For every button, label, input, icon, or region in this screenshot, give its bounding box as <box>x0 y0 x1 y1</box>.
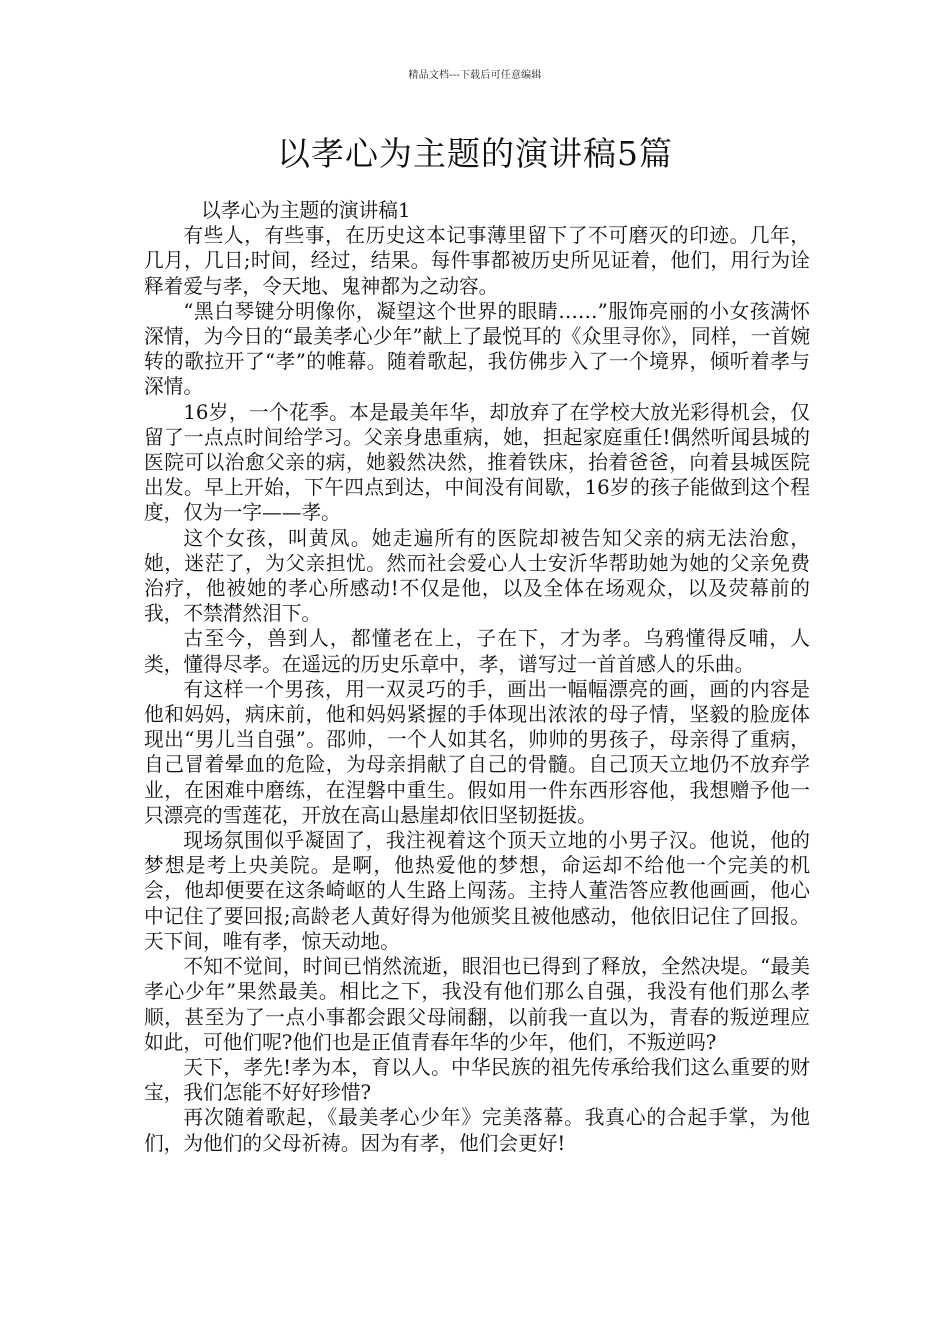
paragraph-7: 现场氛围似乎凝固了，我注视着这个顶天立地的小男子汉。他说，他的梦想是考上央美院。是啊，他热爱他的梦想，命运却不给他一个完美的机会，他却便要在这条崎岖的人生路上闯荡。主持人董浩答应教他画画，他心中记住了要回报;高龄老人黄好得为他颁奖且被他感动，他依旧记住了回报。天下间，唯有孝，惊天动地。 <box>144 829 810 953</box>
paragraph-8: 不知不觉间，时间已悄然流逝，眼泪也已得到了释放，全然决堤。“最美孝心少年”果然最美。相比之下，我没有他们那么自强，我没有他们那么孝顺，甚至为了一点小事都会跟父母闹翻，以前我一直以为，青春的叛逆理应如此，可他们呢?他们也是正值青春年华的少年，他们，不叛逆吗? <box>144 955 810 1054</box>
paragraph-10: 再次随着歌起，《最美孝心少年》完美落幕。我真心的合起手掌，为他们，为他们的父母祈祷。因为有孝，他们会更好! <box>144 1106 810 1155</box>
paragraph-3: 16岁，一个花季。本是最美年华，却放弃了在学校大放光彩得机会，仅留了一点点时间给学习。父亲身患重病，她，担起家庭重任!偶然听闻县城的医院可以治愈父亲的病，她毅然决然，推着铁床，抬着爸爸，向着县城医院出发。早上开始，下午四点到达，中间没有间歇，16岁的孩子能做到这个程度，仅为一字——孝。 <box>144 400 810 525</box>
paragraph-9: 天下，孝先!孝为本，育以人。中华民族的祖先传承给我们这么重要的财宝，我们怎能不好好珍惜? <box>144 1055 810 1105</box>
document-body <box>144 198 810 1156</box>
paragraph-4: 这个女孩，叫黄凤。她走遍所有的医院却被告知父亲的病无法治愈，她，迷茫了，为父亲担忧。然而社会爱心人士安沂华帮助她为她的父亲免费治疗，他被她的孝心所感动!不仅是他，以及全体在场观众，以及荧幕前的我，不禁潸然泪下。 <box>144 526 810 626</box>
paragraph-5: 古至今，兽到人，都懂老在上，子在下，才为孝。乌鸦懂得反哺，人类，懂得尽孝。在遥远的历史乐章中，孝，谱写过一首首感人的乐曲。 <box>144 627 810 676</box>
paragraph-1: 有些人，有些事，在历史这本记事薄里留下了不可磨灭的印迹。几年，几月，几日;时间，经过，结果。每件事都被历史所见证着，他们，用行为诠释着爱与孝，令天地、鬼神都为之动容。 <box>144 224 810 298</box>
paragraph-6: 有这样一个男孩，用一双灵巧的手，画出一幅幅漂亮的画，画的内容是他和妈妈，病床前，他和妈妈紧握的手体现出浓浓的母子情，坚毅的脸庞体现出“男儿当自强”。邵帅，一个人如其名，帅帅的男孩子，母亲得了重病，自己冒着晕血的危险，为母亲捐献了自己的骨髓。自己顶天立地仍不放弃学业，在困难中磨练，在涅磐中重生。假如用一件东西形容他，我想赠予他一只漂亮的雪莲花，开放在高山悬崖却依旧坚韧挺拔。 <box>144 677 810 827</box>
paragraph-2: “黑白琴键分明像你，凝望这个世界的眼睛……”服饰亮丽的小女孩满怀深情，为今日的“最美孝心少年”献上了最悦耳的《众里寻你》，同样，一首婉转的歌拉开了“孝”的帷幕。随着歌起，我仿佛步入了一个境界，倾听着孝与深情。 <box>144 299 810 399</box>
header-note: 精品文档---下载后可任意编辑 <box>408 70 542 81</box>
document-title: 以孝心为主题的演讲稿5篇 <box>277 134 673 173</box>
section-title: 以孝心为主题的演讲稿1 <box>201 199 411 222</box>
